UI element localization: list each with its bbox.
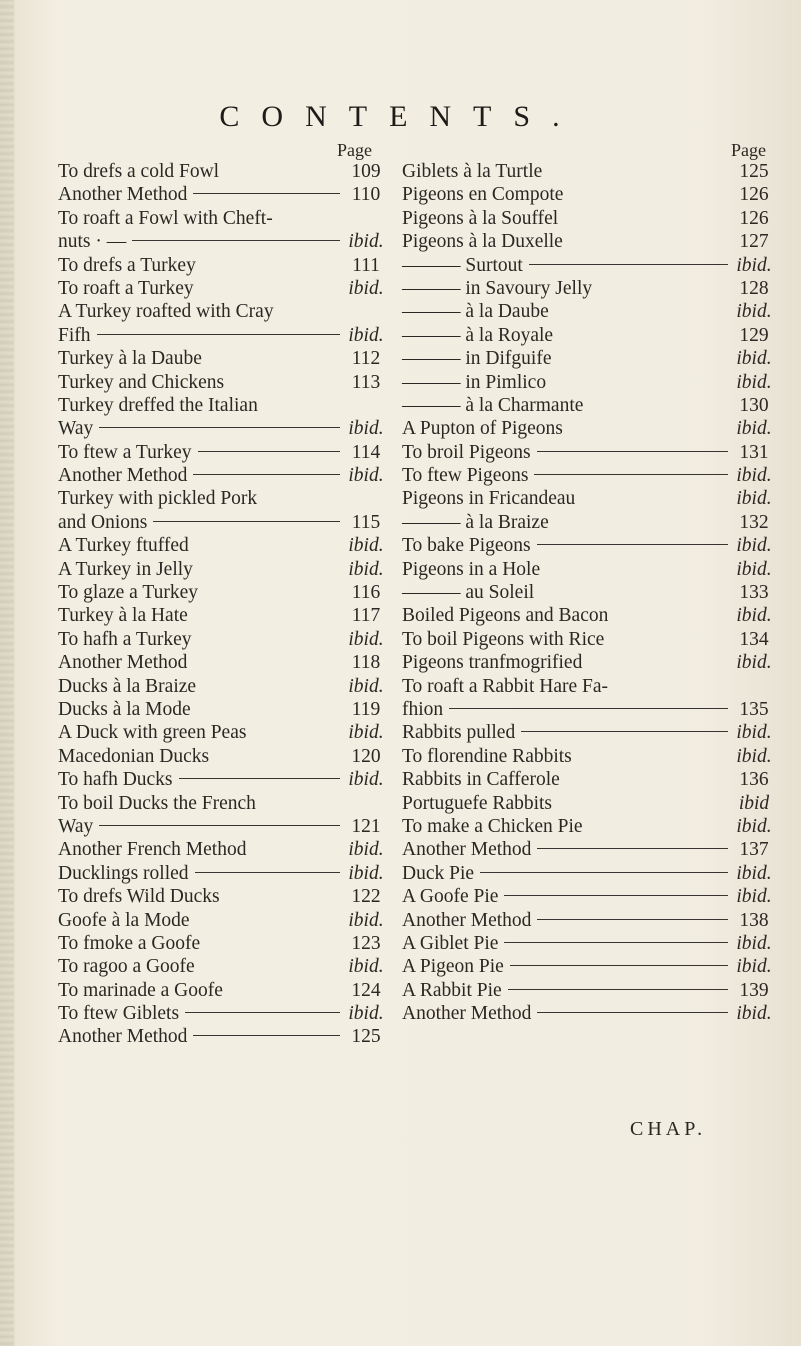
entry-title: nuts · —	[58, 231, 127, 253]
entry-page-number: 127	[739, 231, 769, 253]
contents-entry	[58, 815, 386, 838]
entry-title: Another Method	[58, 465, 188, 487]
leader-rule	[99, 427, 340, 428]
contents-entry	[402, 417, 774, 440]
contents-entry	[58, 768, 386, 791]
entry-title: Fifh	[58, 324, 91, 346]
leader-rule	[537, 919, 728, 920]
leader-rule	[185, 1012, 340, 1013]
entry-title: fhion	[402, 698, 444, 720]
entry-page-number: 126	[739, 207, 769, 229]
contents-entry	[58, 417, 386, 440]
leader-rule	[449, 708, 728, 709]
entry-page-number: ibid.	[736, 862, 772, 884]
contents-entry	[58, 511, 386, 534]
contents-entry	[402, 371, 774, 394]
entry-title: A Turkey ftuffed	[58, 535, 189, 557]
contents-entry	[402, 768, 774, 791]
entry-page-number: 130	[739, 394, 769, 416]
entry-title: Boiled Pigeons and Bacon	[402, 605, 609, 627]
entry-title: Another Method	[402, 909, 532, 931]
entry-page-number: ibid.	[348, 465, 384, 487]
entry-page-number: 133	[739, 582, 769, 604]
entry-page-number: 129	[739, 324, 769, 346]
contents-column-right	[402, 140, 774, 1025]
page-binding-edge	[0, 0, 14, 1346]
leader-rule	[198, 451, 340, 452]
entry-page-number: ibid	[738, 792, 770, 814]
entry-page-number: 125	[739, 161, 769, 182]
entry-page-number: ibid.	[736, 535, 772, 557]
entry-page-number: ibid.	[348, 628, 384, 650]
entry-page-number: ibid.	[736, 465, 772, 487]
entry-page-number: 128	[739, 277, 769, 299]
entry-title: ——— à la Charmante	[402, 394, 584, 416]
contents-entry	[402, 300, 774, 323]
entry-title: Portuguefe Rabbits	[402, 792, 553, 814]
entry-title: Macedonian Ducks	[58, 745, 210, 767]
entry-page-number: ibid.	[348, 769, 384, 791]
entry-title: To hafh a Turkey	[58, 628, 192, 650]
entry-title: Pigeons en Compote	[402, 184, 564, 206]
entry-title: To ftew Pigeons	[402, 465, 529, 487]
entry-title: A Duck with green Peas	[58, 722, 247, 744]
contents-entry	[402, 885, 774, 908]
contents-entry	[58, 207, 386, 230]
entry-title: Goofe à la Mode	[58, 909, 190, 931]
entry-page-number: ibid.	[348, 862, 384, 884]
entry-title: Another Method	[58, 1026, 188, 1048]
contents-entry	[58, 254, 386, 277]
contents-entry	[58, 675, 386, 698]
contents-entry	[402, 651, 774, 674]
entry-page-number: ibid.	[736, 254, 772, 276]
entry-page-number: ibid.	[348, 956, 384, 978]
entry-title: To drefs Wild Ducks	[58, 886, 220, 908]
contents-entry	[58, 604, 386, 627]
entry-page-number: 123	[351, 932, 381, 954]
entries-list	[402, 160, 774, 1025]
contents-entry	[58, 230, 386, 253]
leader-rule	[99, 825, 340, 826]
entry-title: To fmoke a Goofe	[58, 932, 201, 954]
entry-title: Duck Pie	[402, 862, 475, 884]
entry-title: To glaze a Turkey	[58, 582, 198, 604]
entry-page-number: ibid.	[736, 1003, 772, 1025]
entry-title: A Rabbit Pie	[402, 979, 502, 1001]
entry-title: Rabbits in Cafferole	[402, 769, 560, 791]
leader-rule	[195, 872, 340, 873]
contents-entry	[58, 394, 386, 417]
contents-entry	[58, 1002, 386, 1025]
entry-title: A Pigeon Pie	[402, 956, 504, 978]
entry-page-number: ibid.	[736, 932, 772, 954]
entry-page-number: ibid.	[736, 605, 772, 627]
entry-title: Way	[58, 418, 94, 440]
entry-title: To hafh Ducks	[58, 769, 173, 791]
leader-rule	[132, 240, 340, 241]
entry-page-number: 121	[351, 815, 381, 837]
entry-page-number: ibid.	[736, 348, 772, 370]
entry-page-number: 134	[739, 628, 769, 650]
leader-rule	[193, 1035, 340, 1036]
contents-entry	[402, 558, 774, 581]
entry-page-number: 117	[351, 605, 381, 627]
entry-page-number: ibid.	[736, 301, 772, 323]
entry-title: Ducks à la Mode	[58, 698, 191, 720]
entry-title: Giblets à la Turtle	[402, 161, 543, 182]
contents-entry	[58, 932, 386, 955]
contents-entry	[402, 721, 774, 744]
contents-entry	[402, 464, 774, 487]
entry-title: To boil Pigeons with Rice	[402, 628, 605, 650]
contents-entry	[58, 862, 386, 885]
page-column-label: Page	[337, 140, 372, 160]
entry-page-number: 113	[351, 371, 381, 393]
contents-entry	[402, 511, 774, 534]
entry-title: Another Method	[58, 652, 188, 674]
contents-entry	[402, 324, 774, 347]
entry-page-number: 126	[739, 184, 769, 206]
contents-entry	[402, 394, 774, 417]
entry-page-number: ibid.	[736, 722, 772, 744]
entry-title: ——— in Difguife	[402, 348, 552, 370]
contents-entry	[402, 487, 774, 510]
entry-title: ——— à la Braize	[402, 511, 549, 533]
entry-page-number: 135	[739, 698, 769, 720]
contents-entry	[402, 628, 774, 651]
contents-entry	[402, 207, 774, 230]
contents-entry	[402, 160, 774, 183]
leader-rule	[97, 334, 340, 335]
contents-entry	[402, 534, 774, 557]
entry-page-number: 116	[351, 582, 381, 604]
contents-entry	[58, 441, 386, 464]
entry-title: Pigeons tranfmogrified	[402, 652, 583, 674]
leader-rule	[153, 521, 340, 522]
entry-page-number: 114	[351, 441, 381, 463]
entry-page-number: 131	[739, 441, 769, 463]
entry-title: ——— in Pimlico	[402, 371, 547, 393]
leader-rule	[521, 731, 728, 732]
contents-entry	[58, 324, 386, 347]
contents-entry	[402, 183, 774, 206]
contents-entry	[58, 698, 386, 721]
entry-page-number: 125	[351, 1026, 381, 1048]
catchword: CHAP.	[630, 1118, 707, 1140]
entry-page-number: 139	[739, 979, 769, 1001]
entry-title: Another French Method	[58, 839, 247, 861]
entry-title: To marinade a Goofe	[58, 979, 223, 1001]
entry-title: Turkey dreffed the Italian	[58, 394, 258, 416]
contents-entry	[58, 464, 386, 487]
entry-page-number: 111	[352, 254, 380, 276]
entry-title: Ducks à la Braize	[58, 675, 197, 697]
contents-entry	[58, 581, 386, 604]
leader-rule	[537, 544, 728, 545]
entry-title: To boil Ducks the French	[58, 792, 256, 814]
entry-page-number: ibid.	[736, 652, 772, 674]
contents-entry	[58, 885, 386, 908]
leader-rule	[537, 451, 728, 452]
entry-page-number: 132	[739, 511, 769, 533]
entry-title: Way	[58, 815, 94, 837]
entry-page-number: ibid.	[348, 277, 384, 299]
leader-rule	[504, 895, 728, 896]
entry-page-number: ibid.	[348, 675, 384, 697]
entry-page-number: 136	[739, 769, 769, 791]
entry-page-number: ibid.	[348, 722, 384, 744]
entry-page-number: 109	[351, 161, 381, 182]
contents-entry	[402, 979, 774, 1002]
entry-page-number: ibid.	[736, 815, 772, 837]
entry-title: A Giblet Pie	[402, 932, 499, 954]
contents-entry	[402, 838, 774, 861]
entry-page-number: ibid.	[348, 535, 384, 557]
entry-page-number: 118	[351, 652, 381, 674]
entry-title: Turkey with pickled Pork	[58, 488, 258, 510]
contents-entry	[58, 371, 386, 394]
entries-list	[58, 160, 386, 1049]
entry-title: To roaft a Turkey	[58, 277, 194, 299]
contents-entry	[402, 230, 774, 253]
entry-title: and Onions	[58, 511, 148, 533]
contents-entry	[58, 487, 386, 510]
contents-entry	[58, 792, 386, 815]
contents-entry	[58, 160, 386, 183]
entry-title: To ftew Giblets	[58, 1003, 180, 1025]
contents-entry	[402, 955, 774, 978]
entry-title: A Pupton of Pigeons	[402, 418, 563, 440]
contents-entry	[58, 745, 386, 768]
entry-page-number: ibid.	[348, 418, 384, 440]
entry-page-number: 137	[739, 839, 769, 861]
entry-page-number: ibid.	[348, 839, 384, 861]
contents-entry	[402, 347, 774, 370]
entry-page-number: ibid.	[348, 324, 384, 346]
entry-page-number: ibid.	[736, 371, 772, 393]
entry-title: Pigeons à la Souffel	[402, 207, 559, 229]
entry-title: ——— à la Daube	[402, 301, 549, 323]
entry-page-number: ibid.	[348, 558, 384, 580]
contents-entry	[402, 254, 774, 277]
contents-entry	[58, 721, 386, 744]
leader-rule	[504, 942, 728, 943]
entry-title: Another Method	[58, 184, 188, 206]
entry-title: To ragoo a Goofe	[58, 956, 195, 978]
contents-entry	[58, 277, 386, 300]
entry-page-number: ibid.	[736, 886, 772, 908]
entry-page-number: 112	[351, 348, 381, 370]
leader-rule	[534, 474, 728, 475]
contents-entry	[58, 347, 386, 370]
entry-title: To roaft a Rabbit Hare Fa-	[402, 675, 609, 697]
leader-rule	[508, 989, 728, 990]
entry-title: Pigeons in a Hole	[402, 558, 541, 580]
entry-title: Another Method	[402, 1003, 532, 1025]
contents-entry	[58, 838, 386, 861]
contents-entry	[402, 909, 774, 932]
entry-page-number: ibid.	[736, 558, 772, 580]
entry-page-number: ibid.	[348, 909, 384, 931]
entry-page-number: 124	[351, 979, 381, 1001]
entry-page-number: 122	[351, 886, 381, 908]
contents-entry	[58, 300, 386, 323]
leader-rule	[179, 778, 340, 779]
entry-page-number: 115	[351, 511, 381, 533]
page-column-label: Page	[731, 140, 766, 160]
entry-title: To florendine Rabbits	[402, 745, 572, 767]
contents-column-left	[58, 140, 386, 1049]
entry-title: To bake Pigeons	[402, 535, 531, 557]
entry-title: Another Method	[402, 839, 532, 861]
entry-title: Turkey à la Hate	[58, 605, 188, 627]
entry-title: A Goofe Pie	[402, 886, 499, 908]
leader-rule	[510, 965, 728, 966]
entry-page-number: ibid.	[348, 231, 384, 253]
leader-rule	[480, 872, 728, 873]
contents-entry	[402, 277, 774, 300]
contents-entry	[402, 815, 774, 838]
contents-entry	[402, 581, 774, 604]
entry-title: Ducklings rolled	[58, 862, 189, 884]
contents-entry	[402, 745, 774, 768]
leader-rule	[529, 264, 728, 265]
entry-title: ——— Surtout	[402, 254, 523, 276]
entry-title: Pigeons in Fricandeau	[402, 488, 576, 510]
leader-rule	[537, 848, 728, 849]
contents-entry	[58, 183, 386, 206]
contents-entry	[402, 792, 774, 815]
entry-page-number: ibid.	[736, 488, 772, 510]
entry-title: To roaft a Fowl with Cheft-	[58, 207, 273, 229]
entry-title: ——— in Savoury Jelly	[402, 277, 593, 299]
entry-title: ——— au Soleil	[402, 582, 535, 604]
entry-page-number: 138	[739, 909, 769, 931]
contents-entry	[402, 932, 774, 955]
entry-title: Pigeons à la Duxelle	[402, 231, 563, 253]
contents-entry	[58, 979, 386, 1002]
entry-title: Turkey and Chickens	[58, 371, 225, 393]
contents-entry	[402, 862, 774, 885]
contents-entry	[402, 604, 774, 627]
entry-title: To ftew a Turkey	[58, 441, 192, 463]
contents-entry	[58, 628, 386, 651]
entry-title: To make a Chicken Pie	[402, 815, 583, 837]
entry-title: A Turkey roafted with Cray	[58, 301, 274, 323]
entry-page-number: ibid.	[736, 418, 772, 440]
entry-title: To broil Pigeons	[402, 441, 531, 463]
entry-title: Turkey à la Daube	[58, 348, 202, 370]
page-title: CONTENTS.	[219, 100, 582, 133]
entry-page-number: ibid.	[348, 1003, 384, 1025]
entry-title: To drefs a Turkey	[58, 254, 196, 276]
contents-entry	[58, 534, 386, 557]
leader-rule	[193, 193, 340, 194]
leader-rule	[537, 1012, 728, 1013]
entry-page-number: 120	[351, 745, 381, 767]
entry-page-number: ibid.	[736, 745, 772, 767]
contents-entry	[402, 1002, 774, 1025]
contents-entry	[58, 651, 386, 674]
contents-entry	[402, 698, 774, 721]
entry-title: A Turkey in Jelly	[58, 558, 193, 580]
entry-title: To drefs a cold Fowl	[58, 161, 220, 182]
contents-entry	[58, 909, 386, 932]
entry-page-number: ibid.	[736, 956, 772, 978]
contents-entry	[58, 955, 386, 978]
contents-entry	[58, 558, 386, 581]
entry-page-number: 119	[351, 698, 381, 720]
entry-title: Rabbits pulled	[402, 722, 516, 744]
leader-rule	[193, 474, 340, 475]
entry-page-number: 110	[351, 184, 381, 206]
entry-title: ——— à la Royale	[402, 324, 554, 346]
contents-entry	[58, 1025, 386, 1048]
contents-entry	[402, 675, 774, 698]
contents-entry	[402, 441, 774, 464]
